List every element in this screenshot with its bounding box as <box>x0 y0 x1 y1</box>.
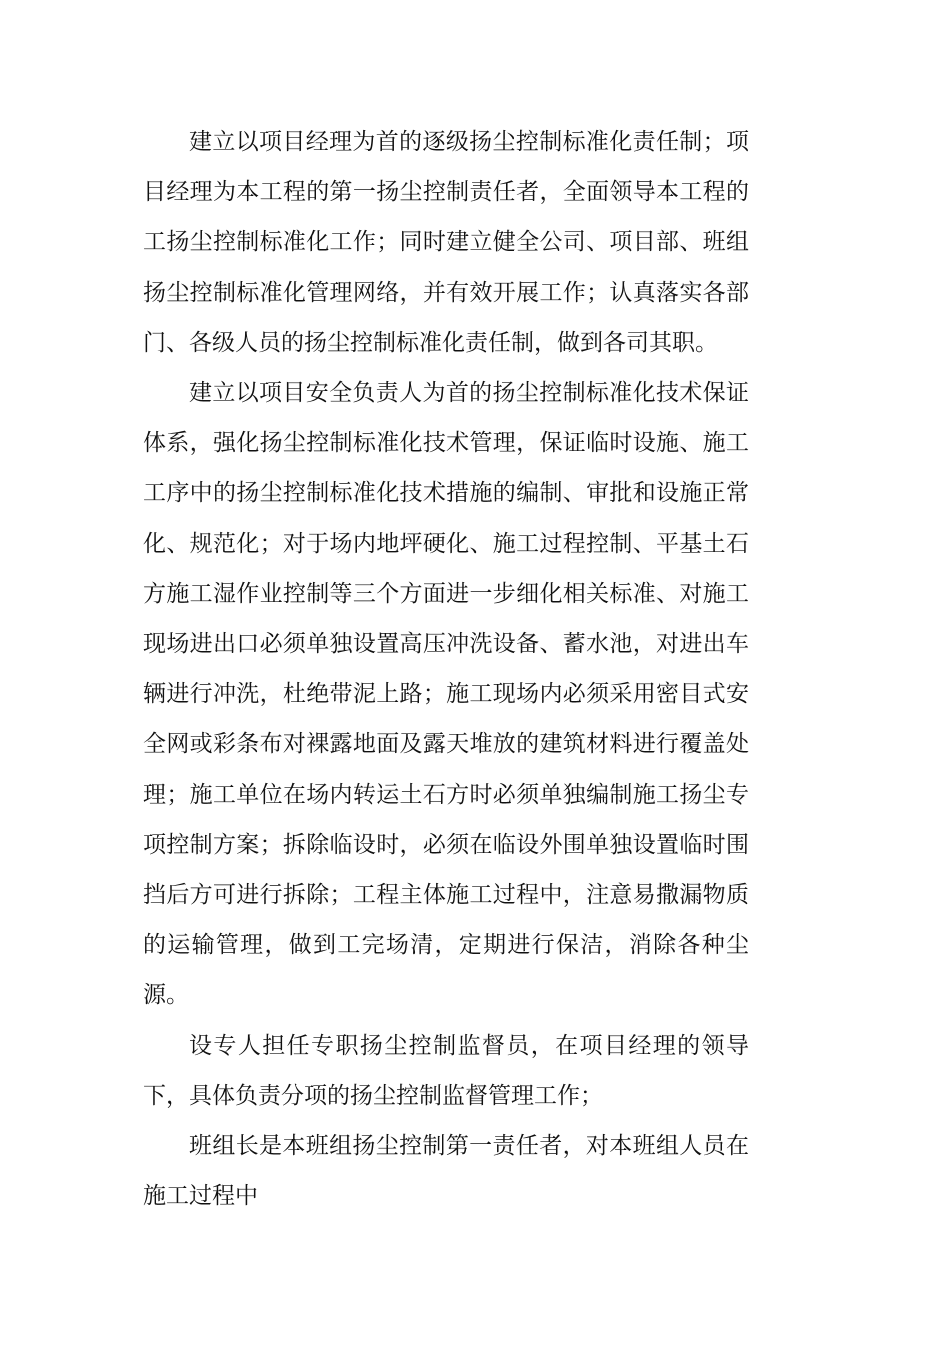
paragraph-team-leader-responsibility: 班组长是本班组扬尘控制第一责任者，对本班组人员在施工过程中 <box>143 1133 749 1210</box>
paragraph-dust-control-supervisor: 设专人担任专职扬尘控制监督员，在项目经理的领导下，具体负责分项的扬尘控制监督管理工作； <box>143 1032 749 1109</box>
document-body <box>143 117 749 1221</box>
paragraph-technical-guarantee-system: 建立以项目安全负责人为首的扬尘控制标准化技术保证体系，强化扬尘控制标准化技术管理，保证临时设施、施工工序中的扬尘控制标准化技术措施的编制、审批和设施正常化、规范化；对于场内地坪硬化、施工过程控制、平基土石方施工湿作业控制等三个方面进一步细化相关标准、对施工现场进出口必须单独设置高压冲洗设备、蓄水池，对进出车辆进行冲洗，杜绝带泥上路；施工现场内必须采用密目式安全网或彩条布对裸露地面及露天堆放的建筑材料进行覆盖处理；施工单位在场内转运土石方时必须单独编制施工扬尘专项控制方案；拆除临设时，必须在临设外围单独设置临时围挡后方可进行拆除；工程主体施工过程中，注意易撒漏物质的运输管理，做到工完场清，定期进行保洁，消除各种尘源。 <box>143 380 749 1009</box>
paragraph-project-manager-responsibility: 建立以项目经理为首的逐级扬尘控制标准化责任制；项目经理为本工程的第一扬尘控制责任者，全面领导本工程的工扬尘控制标准化工作；同时建立健全公司、项目部、班组扬尘控制标准化管理网络，并有效开展工作；认真落实各部门、各级人员的扬尘控制标准化责任制，做到各司其职。 <box>143 129 749 356</box>
